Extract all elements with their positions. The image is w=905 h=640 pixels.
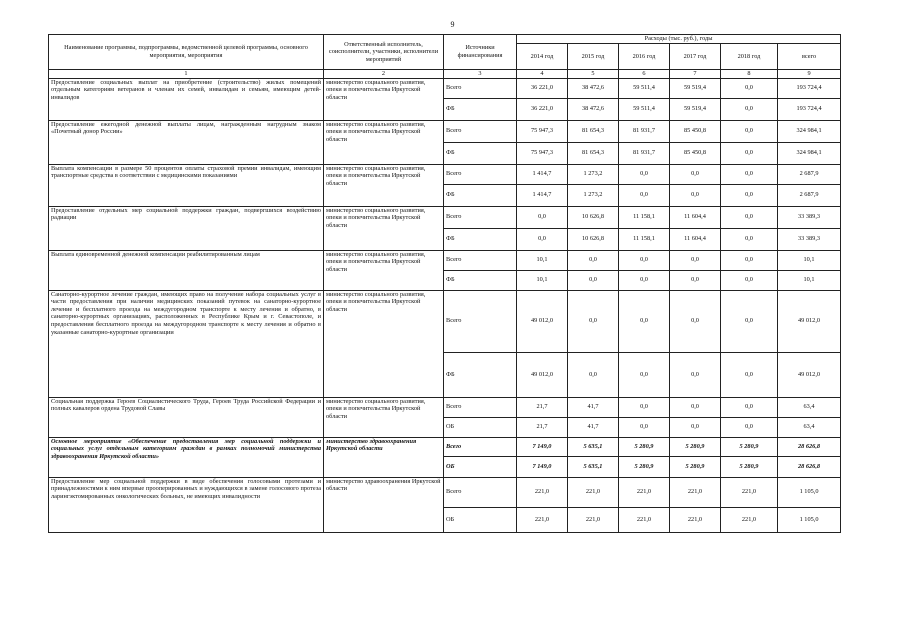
amount-year: 0,0 (619, 397, 670, 417)
amount-year: 0,0 (721, 228, 778, 250)
amount-year: 41,7 (568, 417, 619, 437)
amount-year: 81 654,3 (568, 120, 619, 142)
amount-year: 0,0 (619, 250, 670, 270)
table-row (49, 477, 841, 507)
amount-total: 49 012,0 (778, 290, 841, 352)
funding-source: ФБ (444, 352, 517, 397)
measure-name: Предоставление ежегодной денежной выплаты лицам, награжденным нагрудным знаком «Почетный донор России» (49, 120, 324, 164)
funding-source: ОБ (444, 507, 517, 532)
amount-total: 63,4 (778, 397, 841, 417)
amount-year: 0,0 (670, 290, 721, 352)
amount-year: 59 511,4 (619, 98, 670, 120)
amount-year: 41,7 (568, 397, 619, 417)
amount-year: 85 450,8 (670, 120, 721, 142)
amount-year: 221,0 (721, 477, 778, 507)
amount-year: 0,0 (568, 270, 619, 290)
amount-year: 59 511,4 (619, 78, 670, 98)
table-row (49, 120, 841, 142)
amount-year: 0,0 (721, 352, 778, 397)
amount-year: 221,0 (517, 507, 568, 532)
amount-year: 221,0 (670, 507, 721, 532)
funding-source: Всего (444, 437, 517, 456)
column-index: 9 (778, 70, 841, 79)
amount-total: 1 105,0 (778, 477, 841, 507)
measure-executor: министерство социального развития, опеки и попечительства Иркутской области (324, 397, 444, 437)
table-row (49, 206, 841, 228)
amount-year: 1 273,2 (568, 184, 619, 206)
amount-year: 81 654,3 (568, 142, 619, 164)
amount-year: 0,0 (721, 78, 778, 98)
amount-total: 28 626,8 (778, 456, 841, 477)
amount-year: 5 280,9 (670, 437, 721, 456)
amount-year: 75 947,3 (517, 142, 568, 164)
amount-year: 0,0 (721, 250, 778, 270)
amount-total: 2 687,9 (778, 164, 841, 184)
funding-source: ФБ (444, 184, 517, 206)
amount-year: 0,0 (619, 290, 670, 352)
amount-year: 221,0 (517, 477, 568, 507)
amount-year: 1 414,7 (517, 164, 568, 184)
amount-year: 221,0 (670, 477, 721, 507)
amount-year: 0,0 (568, 352, 619, 397)
amount-year: 0,0 (619, 417, 670, 437)
column-index: 4 (517, 70, 568, 79)
amount-year: 5 280,9 (721, 456, 778, 477)
funding-source: Всего (444, 78, 517, 98)
amount-year: 0,0 (721, 417, 778, 437)
table-row (49, 78, 841, 98)
amount-year: 59 519,4 (670, 98, 721, 120)
measure-name: Социальная поддержка Героев Социалистического Труда, Героев Труда Российской Федерации и полных кавалеров ордена Трудовой Славы (49, 397, 324, 437)
amount-year: 1 414,7 (517, 184, 568, 206)
amount-year: 221,0 (619, 507, 670, 532)
measure-executor: министерство социального развития, опеки и попечительства Иркутской области (324, 78, 444, 120)
amount-year: 10,1 (517, 250, 568, 270)
funding-source: Всего (444, 250, 517, 270)
measure-executor: министерство здравоохранения Иркутской области (324, 437, 444, 477)
amount-year: 0,0 (670, 270, 721, 290)
header-year: 2018 год (721, 44, 778, 70)
measure-name: Основное мероприятие «Обеспечение предоставления мер социальной поддержки и социальных услуг отдельным категориям граждан в рамках полномочий министерства здравоохранения Иркутской области» (49, 437, 324, 477)
amount-year: 49 012,0 (517, 290, 568, 352)
column-index: 1 (49, 70, 324, 79)
header-year: 2014 год (517, 44, 568, 70)
amount-year: 0,0 (568, 250, 619, 270)
amount-year: 36 221,0 (517, 78, 568, 98)
amount-year: 0,0 (721, 270, 778, 290)
amount-year: 0,0 (670, 250, 721, 270)
funding-source: Всего (444, 290, 517, 352)
amount-total: 1 105,0 (778, 507, 841, 532)
table-body (49, 78, 841, 532)
amount-total: 324 984,1 (778, 120, 841, 142)
amount-year: 11 604,4 (670, 228, 721, 250)
column-index: 8 (721, 70, 778, 79)
funding-source: ФБ (444, 228, 517, 250)
amount-total: 193 724,4 (778, 78, 841, 98)
amount-year: 221,0 (619, 477, 670, 507)
amount-year: 38 472,6 (568, 98, 619, 120)
table-row (49, 250, 841, 270)
amount-year: 0,0 (721, 98, 778, 120)
header-year: 2015 год (568, 44, 619, 70)
table-row (49, 437, 841, 456)
amount-total: 2 687,9 (778, 184, 841, 206)
amount-year: 221,0 (721, 507, 778, 532)
measure-executor: министерство социального развития, опеки и попечительства Иркутской области (324, 290, 444, 397)
measure-executor: министерство здравоохранения Иркутской области (324, 477, 444, 532)
funding-source: ОБ (444, 417, 517, 437)
measure-name: Предоставление социальных выплат на приобретение (строительство) жилых помещений отдельным категориям ветеранов и членам их семей, инвалидам и семьям, имеющим детей-инвалидов (49, 78, 324, 120)
amount-year: 0,0 (670, 164, 721, 184)
amount-year: 11 158,1 (619, 206, 670, 228)
table-row (49, 164, 841, 184)
amount-year: 59 519,4 (670, 78, 721, 98)
amount-year: 21,7 (517, 417, 568, 437)
amount-year: 0,0 (619, 270, 670, 290)
amount-year: 49 012,0 (517, 352, 568, 397)
column-index: 3 (444, 70, 517, 79)
amount-year: 0,0 (670, 417, 721, 437)
measure-name: Выплата единовременной денежной компенсации реабилитированным лицам (49, 250, 324, 290)
column-index: 6 (619, 70, 670, 79)
amount-year: 10 626,8 (568, 228, 619, 250)
amount-total: 193 724,4 (778, 98, 841, 120)
amount-year: 0,0 (517, 206, 568, 228)
amount-year: 75 947,3 (517, 120, 568, 142)
amount-year: 5 280,9 (721, 437, 778, 456)
header-year: 2017 год (670, 44, 721, 70)
amount-total: 63,4 (778, 417, 841, 437)
amount-year: 38 472,6 (568, 78, 619, 98)
program-table (48, 34, 841, 533)
amount-year: 11 158,1 (619, 228, 670, 250)
amount-total: 33 389,3 (778, 206, 841, 228)
amount-total: 28 626,8 (778, 437, 841, 456)
measure-executor: министерство социального развития, опеки и попечительства Иркутской области (324, 250, 444, 290)
amount-year: 10,1 (517, 270, 568, 290)
column-index: 7 (670, 70, 721, 79)
amount-year: 11 604,4 (670, 206, 721, 228)
amount-year: 5 635,1 (568, 456, 619, 477)
funding-source: Всего (444, 206, 517, 228)
measure-name: Предоставление мер социальной поддержки в виде обеспечения голосовыми протезами и принадлежностями к ним впервые прооперированных и нуждающихся в замене голосового протеза ларингэктомированных онкологических больных, не имеющих инвалидности (49, 477, 324, 532)
page-number: 9 (450, 20, 455, 29)
amount-year: 0,0 (619, 184, 670, 206)
amount-year: 85 450,8 (670, 142, 721, 164)
amount-year: 7 149,0 (517, 437, 568, 456)
amount-year: 81 931,7 (619, 142, 670, 164)
funding-source: Всего (444, 477, 517, 507)
table-row (49, 397, 841, 417)
amount-year: 5 280,9 (670, 456, 721, 477)
amount-year: 5 280,9 (619, 437, 670, 456)
amount-year: 21,7 (517, 397, 568, 417)
column-index: 5 (568, 70, 619, 79)
amount-total: 10,1 (778, 270, 841, 290)
header-name: Наименование программы, подпрограммы, ведомственной целевой программы, основного мероприятия, мероприятия (49, 35, 324, 70)
amount-year: 0,0 (619, 352, 670, 397)
amount-year: 10 626,8 (568, 206, 619, 228)
amount-year: 5 280,9 (619, 456, 670, 477)
amount-year: 0,0 (721, 206, 778, 228)
measure-name: Предоставление отдельных мер социальной поддержки граждан, подвергшихся воздействию радиации (49, 206, 324, 250)
amount-total: 10,1 (778, 250, 841, 270)
funding-source: ФБ (444, 98, 517, 120)
amount-year: 221,0 (568, 507, 619, 532)
amount-year: 81 931,7 (619, 120, 670, 142)
measure-executor: министерство социального развития, опеки и попечительства Иркутской области (324, 120, 444, 164)
funding-source: Всего (444, 397, 517, 417)
measure-executor: министерство социального развития, опеки и попечительства Иркутской области (324, 206, 444, 250)
funding-source: ОБ (444, 456, 517, 477)
measure-name: Санаторно-курортное лечение граждан, имеющих право на получение набора социальных услуг в части предоставления при наличии медицинских показаний путевок на санаторно-курортное лечение и бесплатного проезда на междугородном транспорте к месту лечения и обратно, в санаторно-курортных организациях, расположенных в Республике Крым и г. Севастополе, и предоставления бесплатного проезда на междугородном транспорте к месту лечения и обратно в указанные санаторно-курортные организации (49, 290, 324, 397)
amount-year: 0,0 (721, 184, 778, 206)
amount-year: 0,0 (517, 228, 568, 250)
funding-source: Всего (444, 120, 517, 142)
amount-year: 36 221,0 (517, 98, 568, 120)
amount-year: 7 149,0 (517, 456, 568, 477)
amount-year: 0,0 (721, 142, 778, 164)
measure-name: Выплата компенсации в размере 50 процентов оплаты страховой премии инвалидам, имеющим транспортные средства в соответствии с медицинскими показаниями (49, 164, 324, 206)
amount-total: 324 984,1 (778, 142, 841, 164)
amount-year: 221,0 (568, 477, 619, 507)
column-index: 2 (324, 70, 444, 79)
funding-source: Всего (444, 164, 517, 184)
table-row (49, 290, 841, 352)
amount-year: 0,0 (619, 164, 670, 184)
amount-year: 0,0 (670, 397, 721, 417)
amount-year: 0,0 (721, 120, 778, 142)
amount-year: 0,0 (670, 352, 721, 397)
amount-total: 33 389,3 (778, 228, 841, 250)
header-expenses: Расходы (тыс. руб.), годы (517, 35, 841, 44)
funding-source: ФБ (444, 270, 517, 290)
header-year: 2016 год (619, 44, 670, 70)
amount-year: 5 635,1 (568, 437, 619, 456)
amount-year: 0,0 (721, 290, 778, 352)
amount-total: 49 012,0 (778, 352, 841, 397)
header-sources: Источники финансирования (444, 35, 517, 70)
measure-executor: министерство социального развития, опеки и попечительства Иркутской области (324, 164, 444, 206)
amount-year: 0,0 (721, 164, 778, 184)
header-executor: Ответственный исполнитель, соисполнители, участники, исполнители мероприятий (324, 35, 444, 70)
amount-year: 0,0 (670, 184, 721, 206)
amount-year: 0,0 (568, 290, 619, 352)
amount-year: 0,0 (721, 397, 778, 417)
amount-year: 1 273,2 (568, 164, 619, 184)
funding-source: ФБ (444, 142, 517, 164)
header-total: всего (778, 44, 841, 70)
